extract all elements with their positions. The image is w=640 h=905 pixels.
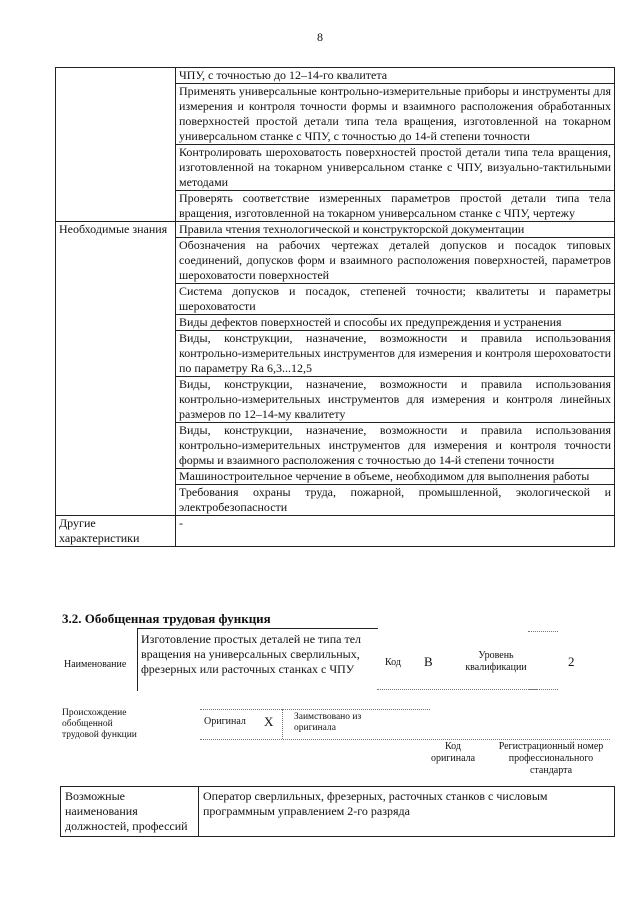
name-value: Изготовление простых деталей не типа тел вращения на универсальных сверлильных, фрезерных или расточных станках с ЧПУ [141, 632, 362, 676]
divider [282, 709, 283, 739]
name-label: Наименование [64, 659, 127, 670]
knowledge-cell: Виды, конструкции, назначение, возможности и правила использования контрольно-измерительных инструментов для измерения и контроля линейных размеров по 12–14-му квалитету [176, 377, 615, 423]
knowledge-cell: Виды, конструкции, назначение, возможности и правила использования контрольно-измерительных инструментов для измерения и контроля точности формы и взаимного расположения с точностью до 14-й степени точности [176, 423, 615, 469]
positions-value: Оператор сверлильных, фрезерных, расточных станков с числовым программным управлением 2-го разряда [199, 787, 615, 837]
knowledge-cell: Система допусков и посадок, степеней точности; квалитеты и параметры шероховатости [176, 284, 615, 315]
skill-cell: Применять универсальные контрольно-измерительные приборы и инструменты для измерения и контроля точности формы и взаимного расположения обработанных поверхностей простой детали типа тела вращения, изготовленной на токарном универсальном станке с ЧПУ, с точностью до 14-й степени точности [176, 84, 615, 145]
page-number: 8 [317, 30, 323, 44]
divider [377, 689, 537, 690]
requirements-table [55, 67, 615, 547]
table-row [61, 787, 615, 837]
table-row [56, 68, 615, 84]
origin-label: Происхождение обобщенной трудовой функции [62, 708, 137, 740]
knowledge-cell: Виды дефектов поверхностей и способы их предупреждения и устранения [176, 315, 615, 331]
table-row [56, 516, 615, 547]
knowledge-cell: Машиностроительное черчение в объеме, необходимом для выполнения работы [176, 469, 615, 485]
positions-label: Возможные наименования должностей, профессий [61, 787, 199, 837]
reg-number-label: Регистрационный номер профессионального стандарта [498, 741, 604, 776]
level-label: Уровень квалификации [465, 650, 527, 673]
knowledge-cell: Правила чтения технологической и конструкторской документации [176, 222, 615, 238]
knowledge-cell: Обозначения на рабочих чертежах деталей допусков и посадок типовых соединений, допусков форм и взаимного расположения поверхностей, параметров шероховатости поверхностей [176, 238, 615, 284]
section-title: 3.2. Обобщенная трудовая функция [62, 611, 271, 626]
divider [200, 709, 430, 710]
divider [200, 739, 610, 740]
divider [528, 631, 558, 632]
knowledge-cell: Виды, конструкции, назначение, возможности и правила использования контрольно-измерительных инструментов для измерения и контроля шероховатости по параметру Ra 6,3...12,5 [176, 331, 615, 377]
knowledge-label: Необходимые знания [56, 222, 176, 516]
code-original-label: Код оригинала [430, 741, 476, 764]
divider [528, 689, 558, 690]
table-row [56, 222, 615, 238]
skill-cell: Проверять соответствие измеренных параметров простой детали типа тела вращения, изготовленной на токарном универсальном станке с ЧПУ, чертежу [176, 191, 615, 222]
positions-table [60, 786, 615, 837]
original-label: Оригинал [204, 716, 246, 727]
original-mark: X [264, 714, 274, 729]
skill-cell: ЧПУ, с точностью до 12–14-го квалитета [176, 68, 615, 84]
skill-cell: Контролировать шероховатость поверхностей простой детали типа тела вращения, изготовленной на токарном универсальном станке с ЧПУ, визуально-тактильными методами [176, 145, 615, 191]
code-value: B [424, 654, 433, 669]
code-label: Код [385, 657, 401, 668]
skills-label-cell [56, 68, 176, 222]
other-value: - [176, 516, 615, 547]
other-label: Другие характеристики [56, 516, 176, 547]
knowledge-cell: Требования охраны труда, пожарной, промышленной, экологической и электробезопасности [176, 485, 615, 516]
level-value: 2 [568, 654, 575, 669]
borrowed-label: Заимствовано из оригинала [294, 712, 362, 733]
